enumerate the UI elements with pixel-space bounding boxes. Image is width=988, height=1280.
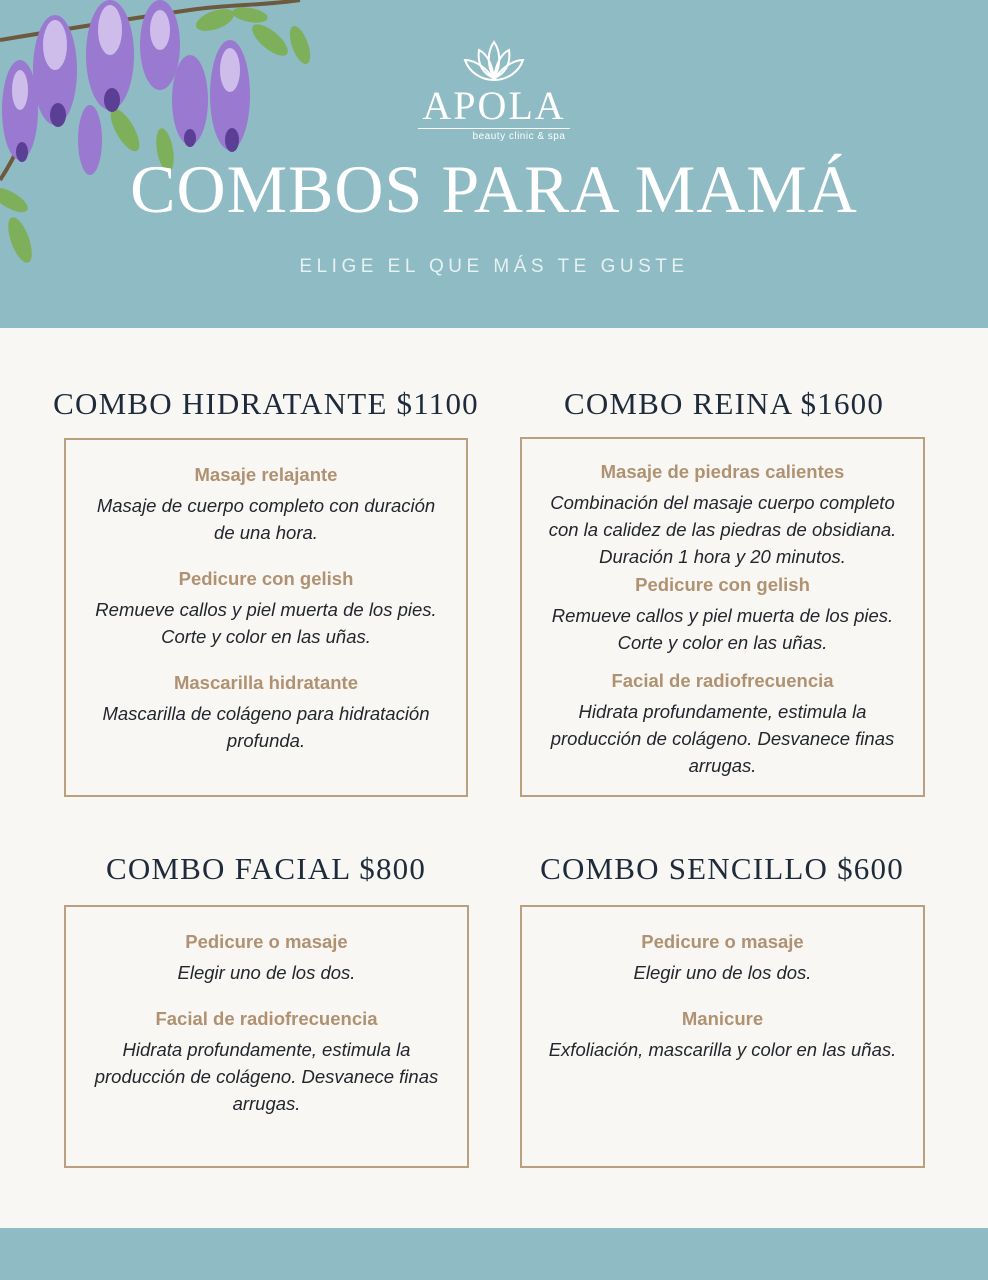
service-item — [84, 929, 449, 986]
service-description: Hidrata profundamente, estimula la producción de colágeno. Desvanece finas arrugas. — [550, 701, 895, 776]
combo-title-facial: COMBO FACIAL $800 — [105, 851, 427, 886]
service-description: Combinación del masaje cuerpo completo con la calidez de las piedras de obsidiana. Duración 1 hora y 20 minutos. — [548, 492, 897, 567]
service-name: Facial de radiofrecuencia — [611, 670, 834, 691]
service-name: Masaje de piedras calientes — [600, 461, 845, 482]
combo-box-reina — [520, 437, 925, 797]
footer-bar — [0, 1228, 988, 1280]
service-item — [84, 670, 448, 754]
service-item — [540, 572, 905, 656]
service-item — [532, 1006, 913, 1063]
service-description: Exfoliación, mascarilla y color en las uñas. — [548, 1039, 897, 1060]
service-description: Elegir uno de los dos. — [633, 962, 812, 983]
service-name: Pedicure con gelish — [178, 568, 354, 589]
combo-box-hidratante — [64, 438, 468, 797]
service-description: Mascarilla de colágeno para hidratación profunda. — [102, 703, 430, 751]
service-name: Pedicure o masaje — [185, 931, 348, 952]
combo-title-sencillo: COMBO SENCILLO $600 — [540, 851, 904, 886]
brand-logo — [0, 36, 988, 142]
brand-tagline: beauty clinic & spa — [472, 131, 566, 142]
service-item — [540, 459, 905, 570]
service-name: Pedicure con gelish — [635, 574, 810, 595]
service-description: Hidrata profundamente, estimula la producción de colágeno. Desvanece finas arrugas. — [94, 1039, 439, 1114]
service-item — [532, 929, 913, 986]
combo-title-hidratante: COMBO HIDRATANTE $1100 — [53, 386, 479, 421]
service-description: Elegir uno de los dos. — [177, 962, 356, 983]
service-name: Facial de radiofrecuencia — [155, 1008, 378, 1029]
service-item — [84, 566, 448, 650]
service-description: Remueve callos y piel muerta de los pies. Corte y color en las uñas. — [551, 605, 894, 653]
service-name: Mascarilla hidratante — [173, 672, 359, 693]
service-description: Remueve callos y piel muerta de los pies. Corte y color en las uñas. — [95, 599, 437, 647]
service-item — [540, 668, 905, 779]
lotus-icon — [459, 36, 529, 86]
combo-box-facial — [64, 905, 469, 1168]
service-name: Masaje relajante — [194, 464, 338, 485]
service-item — [84, 462, 448, 546]
page-subtitle: ELIGE EL QUE MÁS TE GUSTE — [299, 256, 689, 277]
page-title: COMBOS PARA MAMÁ — [130, 151, 858, 227]
service-name: Pedicure o masaje — [641, 931, 804, 952]
brand-name: APOLA — [418, 86, 569, 129]
service-description: Masaje de cuerpo completo con duración de una hora. — [96, 495, 436, 543]
combo-box-sencillo — [520, 905, 925, 1168]
combo-title-reina: COMBO REINA $1600 — [563, 386, 885, 421]
header-banner — [0, 0, 988, 328]
service-name: Manicure — [681, 1008, 764, 1029]
service-item — [84, 1006, 449, 1117]
